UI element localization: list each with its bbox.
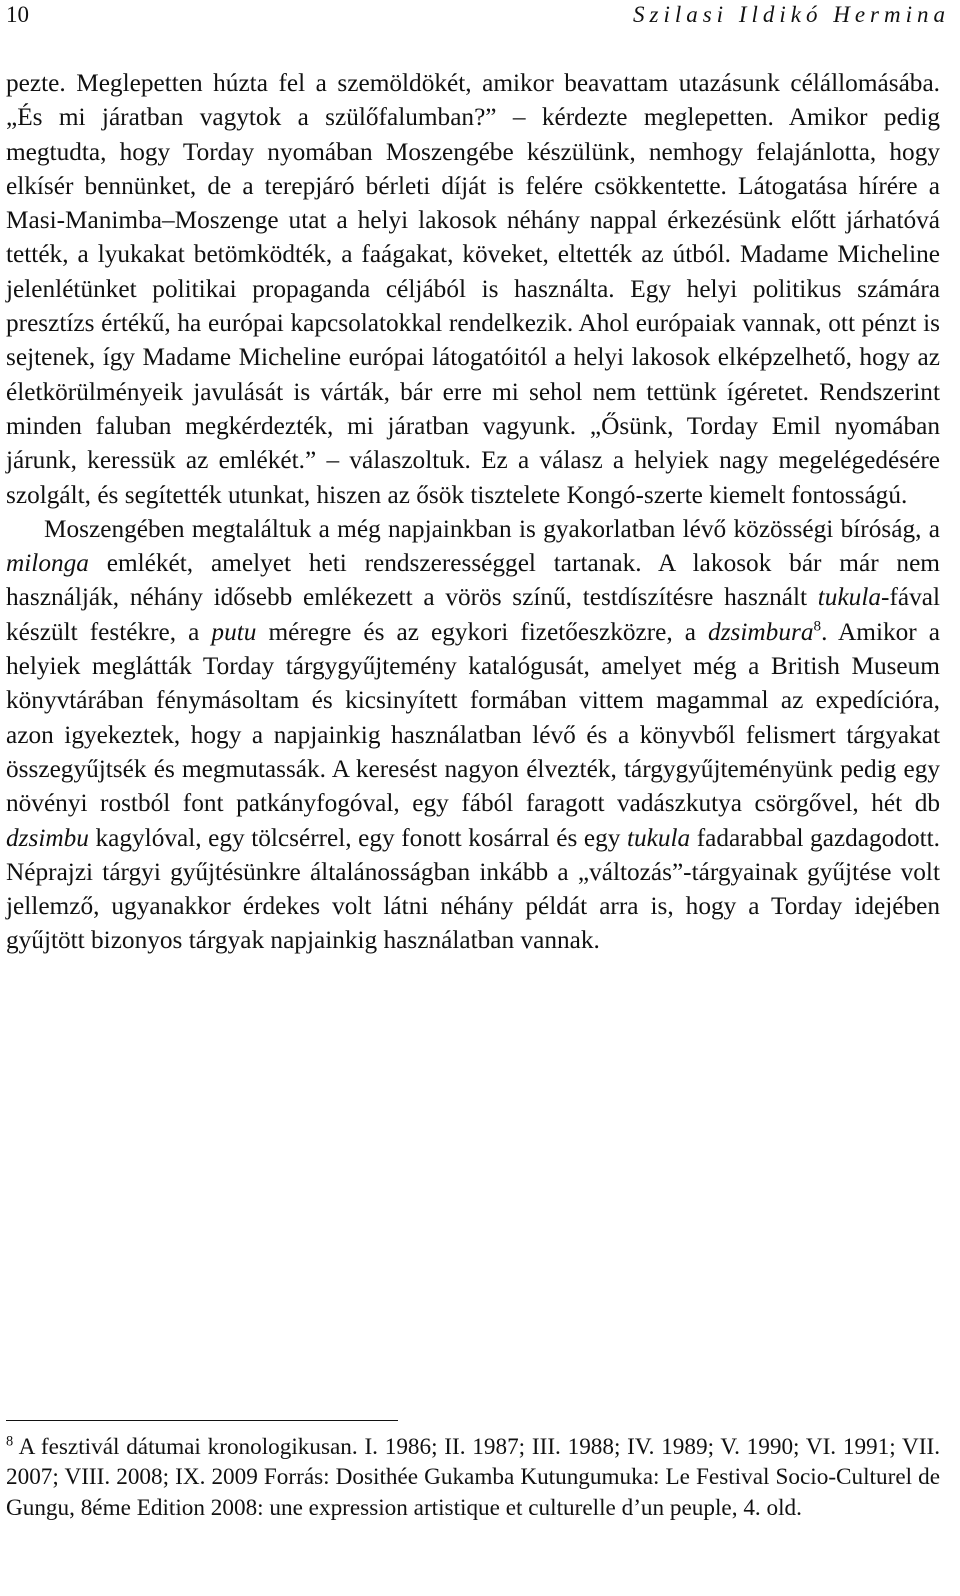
footnote-text: A fesztivál dátumai kronologikusan. I. 1986; II. 1987; III. 1988; IV. 1989; V. 1990; VI. 1991; VII. 2007; VIII. 2008; IX. 2009 Forrás: Dosithée Gukamba Kutungumuka: Le Festival Socio-Culturel de Gungu, 8éme Edition 2008: une expression artistique et culturelle d’un peuple, 4. old. [6, 1434, 940, 1521]
paragraph-2-text-1: Moszengében megtaláltuk a még napjainkban is gyakorlatban lévő közösségi bíróság, a [44, 514, 940, 543]
footnote-number: 8 [6, 1433, 14, 1450]
paragraph-2-text-3: -fával készült festékre, a [6, 583, 940, 646]
paragraph-1 [6, 66, 940, 512]
page-number: 10 [6, 2, 29, 27]
footnote [6, 1432, 940, 1523]
paragraph-1-text: pezte. Meglepetten húzta fel a szemöldökét, amikor beavattam utazásunk célállomásába. „És mi járatban vagytok a szülőfalumban?” – kérdezte meglepetten. Amikor pedig megtudta, hogy Torday nyomában Moszengébe készülünk, nemhogy felajánlotta, hogy elkísér bennünket, de a terepjáró bérleti díját is felére csökkentette. Látogatása hírére a Masi-Manimba–Moszenge utat a helyi lakosok néhány nappal érkezésünk előtt járhatóvá tették, a lyukakat betömködték, a faágakat, köveket, eltették az útból. Madame Micheline jelenlétünket politikai propaganda céljából is használta. Egy helyi politikus számára presztízs értékű, ha európai kapcsolatokkal rendelkezik. Ahol európaiak vannak, ott pénzt is sejtenek, így Madame Micheline európai látogatóitól a helyi lakosok elképzelhető, hogy az életkörülményeik javulását is várták, bár erre mi sehol nem tettünk ígéretet. Rendszerint minden faluban megkérdezték, mi járatban vagyunk. „Ősünk, Torday Emil nyomában járunk, keressük az emlékét.” – válaszoltuk. Ez a válasz a helyiek nagy megelégedésére szolgált, és segítették utunkat, hiszen az ősök tisztelete Kongó-szerte kiemelt fontosságú. [6, 69, 940, 509]
body-text [6, 66, 940, 958]
italic-term-dzsimbura: dzsimbura [708, 617, 814, 646]
italic-term-milonga: milonga [6, 549, 89, 578]
paragraph-2-text-5: . Amikor a helyiek meglátták Torday tárgygyűjtemény katalógusát, amelyet még a British Museum könyvtárában fénymásoltam és kicsinyített formában vittem magammal az expedícióra, azon igyekeztek, hogy a napjainkig használatban lévő és a könyvből felismert tárgyakat összegyűjtsék és megmutassák. A keresést nagyon élvezték, tárgygyűjteményünk pedig egy növényi rostból font patkányfogóval, egy fából faragott vadászkutya csörgővel, hét db [6, 617, 941, 818]
running-head: Szilasi Ildikó Hermina [633, 2, 950, 27]
paragraph-2-text-2: emlékét, amelyet heti rendszerességgel tartanak. A lakosok bár már nem használják, néhány idősebb emlékezett a vörös színű, testdíszítésre használt [6, 549, 940, 612]
paragraph-2-text-6: kagylóval, egy tölcsérrel, egy fonott kosárral és egy [88, 823, 627, 852]
italic-term-tukula-2: tukula [626, 823, 691, 852]
paragraph-2-text-7: fadarabbal gazdagodott. Néprajzi tárgyi gyűjtésünkre általánosságban inkább a „változás”-tárgyainak gyűjtése volt jellemző, ugyanakkor érdekes volt látni néhány példát arra is, hogy a Torday idejében gyűjtött bizonyos tárgyak napjainkig használatban vannak. [6, 823, 940, 955]
italic-term-dzsimbu: dzsimbu [6, 823, 89, 852]
paragraph-2 [6, 512, 940, 958]
footnote-divider [6, 1420, 398, 1421]
footnote-reference[interactable]: 8 [813, 617, 822, 635]
page-header [6, 0, 950, 40]
italic-term-tukula: tukula [817, 583, 882, 612]
paragraph-2-text-4: méregre és az egykori fizetőeszközre, a [256, 617, 709, 646]
italic-term-putu: putu [211, 617, 257, 646]
